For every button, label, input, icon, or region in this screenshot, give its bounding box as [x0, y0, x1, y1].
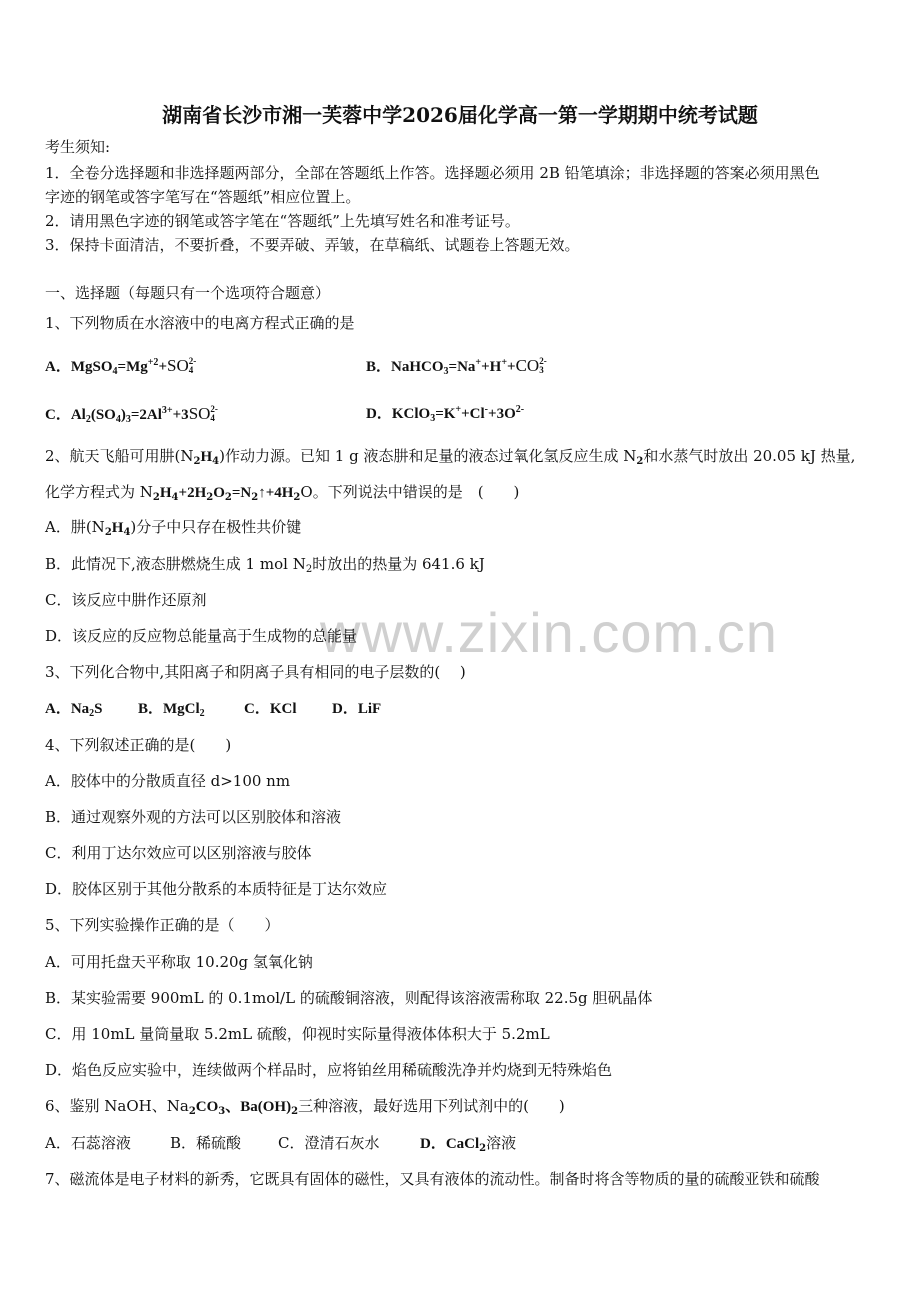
q6-option-c: C．澄清石灰水 — [278, 1134, 380, 1152]
q5-option-c: C．用 10mL 量筒量取 5.2mL 硫酸，仰视时实际量得液体体积大于 5.2mL — [45, 1025, 550, 1043]
q2-option-b: B．此情况下,液态肼燃烧生成 1 mol $N_2$时放出的热量为 641.6 kJ — [45, 555, 485, 575]
q6-stem: 6、鉴别 NaOH、$Na_2CO_3$、$Ba(OH)_2$三种溶液，最好选用下列试剂中的( ) — [45, 1097, 565, 1117]
q1-option-c: C．$Al_2(SO_4)_3=2Al^{3+}+3SO$ 2- 4 — [45, 403, 218, 425]
notice-item-2: 2．请用黑色字迹的钢笔或答字笔在“答题纸”上先填写姓名和准考证号。 — [45, 212, 520, 230]
q7-stem: 7、磁流体是电子材料的新秀，它既具有固体的磁性，又具有液体的流动性。制备时将含等物质的量的硫酸亚铁和硫酸 — [45, 1170, 820, 1188]
q3-stem: 3、下列化合物中,其阳离子和阴离子具有相同的电子层数的( ) — [45, 663, 466, 681]
q2-option-c: C．该反应中肼作还原剂 — [45, 591, 207, 609]
watermark: www.zixin.com.cn — [320, 601, 778, 664]
q1-option-d: D．$KClO_3=K^++Cl^-+3O^{2-}$ — [366, 404, 525, 424]
q2-option-d: D．该反应的反应物总能量高于生成物的总能量 — [45, 627, 358, 645]
q5-option-d: D．焰色反应实验中，连续做两个样品时，应将铂丝用稀硫酸洗净并灼烧到无特殊焰色 — [45, 1061, 613, 1079]
q6-option-a: A．石蕊溶液 — [45, 1134, 131, 1152]
q5-option-a: A．可用托盘天平称取 10.20g 氢氧化钠 — [45, 953, 313, 971]
page-title: 湖南省长沙市湘一芙蓉中学2026届化学高一第一学期期中统考试题 — [162, 103, 758, 127]
q6-option-d: D．CaCl$_2$溶液 — [420, 1134, 517, 1154]
q2-option-a: A．肼$(N_2H_4)$分子中只存在极性共价键 — [45, 518, 302, 538]
q3-option-d: D．LiF — [332, 701, 382, 717]
q5-stem: 5、下列实验操作正确的是（ ） — [45, 916, 280, 934]
q2-stem-line2: 化学方程式为 $N_2H_4+2H_2O_2=N_2↑+4H_2O$。下列说法中错误的是 ( ) — [45, 483, 520, 503]
q1-option-b: B．NaHCO$_3$=Na++H++CO 2- 3 — [366, 355, 547, 377]
q4-option-d: D．胶体区别于其他分散系的本质特征是丁达尔效应 — [45, 880, 388, 898]
q3-option-a: A．$Na_2S$ — [45, 701, 103, 719]
section-heading: 一、选择题（每题只有一个选项符合题意） — [45, 284, 331, 302]
q4-option-a: A．胶体中的分散质直径 d>100 nm — [45, 772, 291, 790]
q2-stem-line1: 2、航天飞船可用肼$(N_2H_4)$作动力源。已知 1 g 液态肼和足量的液态过氧化氢反应生成 $N_2$和水蒸气时放出 20.05 kJ 热量, — [45, 447, 856, 467]
q4-option-b: B．通过观察外观的方法可以区别胶体和溶液 — [45, 808, 342, 826]
q4-stem: 4、下列叙述正确的是( ) — [45, 736, 232, 754]
q3-option-c: C．KCl — [244, 701, 297, 717]
q4-option-c: C．利用丁达尔效应可以区别溶液与胶体 — [45, 844, 312, 862]
q3-option-b: B．MgCl$_2$ — [138, 701, 205, 719]
q5-option-b: B．某实验需要 900mL 的 0.1mol/L 的硫酸铜溶液，则配得该溶液需称取 22.5g 胆矾晶体 — [45, 989, 653, 1007]
notice-heading: 考生须知: — [45, 138, 111, 156]
q1-stem: 1、下列物质在水溶液中的电离方程式正确的是 — [45, 314, 355, 332]
notice-item-1: 1．全卷分选择题和非选择题两部分，全部在答题纸上作答。选择题必须用 2B 铅笔填涂；非选择题的答案必须用黑色 — [45, 164, 820, 182]
q1-option-a: A．$MgSO_4=Mg^{+2}+SO$ 2- 4 — [45, 355, 197, 377]
notice-item-1-cont: 字迹的钢笔或答字笔写在“答题纸”相应位置上。 — [45, 188, 361, 206]
q6-option-b: B．稀硫酸 — [170, 1134, 242, 1152]
notice-item-3: 3．保持卡面清洁，不要折叠，不要弄破、弄皱，在草稿纸、试题卷上答题无效。 — [45, 236, 580, 254]
